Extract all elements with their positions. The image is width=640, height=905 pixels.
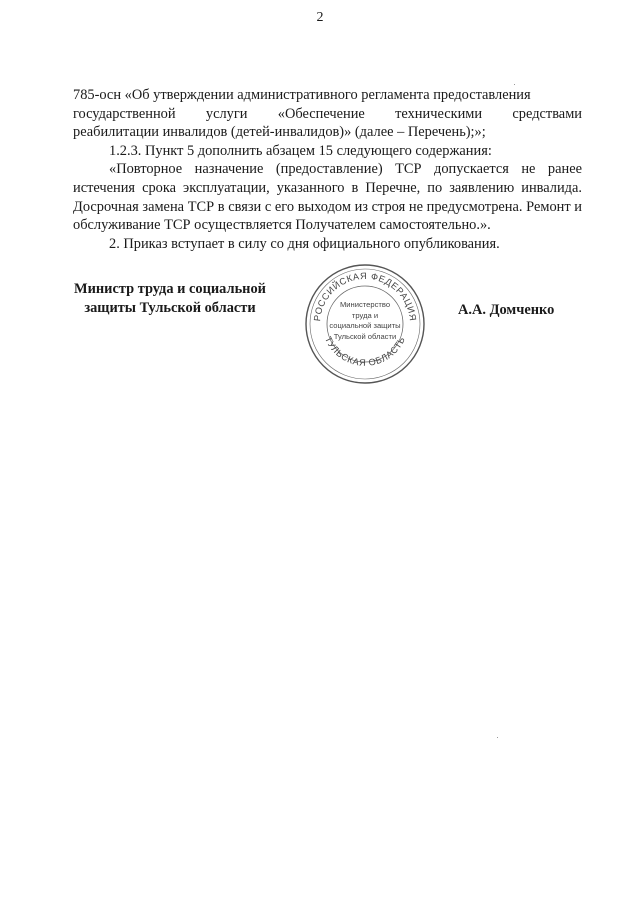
seal-center-text	[325, 300, 405, 342]
paragraph-line-text: 785-осн «Об утверждении административного регламента предоставления	[73, 87, 531, 103]
word: услуги	[205, 105, 248, 122]
seal-center-line: социальной защиты	[329, 321, 401, 330]
paragraph-item-2: 2. Приказ вступает в силу со дня официального опубликования.	[109, 235, 500, 252]
seal-ring-bottom: ТУЛЬСКАЯ ОБЛАСТЬ	[322, 334, 408, 368]
document-body	[73, 86, 582, 253]
official-seal	[303, 262, 427, 386]
scan-speck	[497, 737, 498, 738]
paragraph-item-1-2-3: 1.2.3. Пункт 5 дополнить абзацем 15 следующего содержания:	[109, 142, 492, 159]
word: средствами	[512, 105, 582, 122]
signatory-position-line: Министр труда и социальной	[74, 281, 266, 297]
word: «Обеспечение	[277, 105, 365, 122]
signatory-position	[60, 280, 280, 317]
paragraph-line	[73, 86, 582, 105]
paragraph-line: реабилитации инвалидов (детей-инвалидов)» (далее – Перечень);»;	[73, 124, 486, 141]
signatory-name: А.А. Домченко	[458, 302, 555, 318]
word: государственной	[73, 105, 176, 122]
seal-center-line: Тульской области	[333, 331, 397, 341]
word: техническими	[395, 105, 483, 122]
scan-speck	[514, 84, 515, 85]
page-number: 2	[316, 10, 324, 25]
seal-center-line: труда и	[351, 310, 379, 320]
seal-center-line: Министерство	[339, 300, 391, 309]
paragraph-quote: «Повторное назначение (предоставление) ТСР допускается не ранее истечения срока эксплуатации, указанного в Перечне, по заявлению инвалида. Досрочная замена ТСР в связи с его выходом из строя не предусмотрена. Ремонт и обслуживание ТСР осуществляется Получателем самостоятельно.».	[73, 161, 582, 234]
seal-ring-top: РОССИЙСКАЯ ФЕДЕРАЦИЯ	[312, 270, 419, 322]
signatory-position-line: защиты Тульской области	[84, 299, 256, 316]
paragraph-line	[73, 105, 582, 124]
paragraph-continuation	[73, 86, 582, 142]
